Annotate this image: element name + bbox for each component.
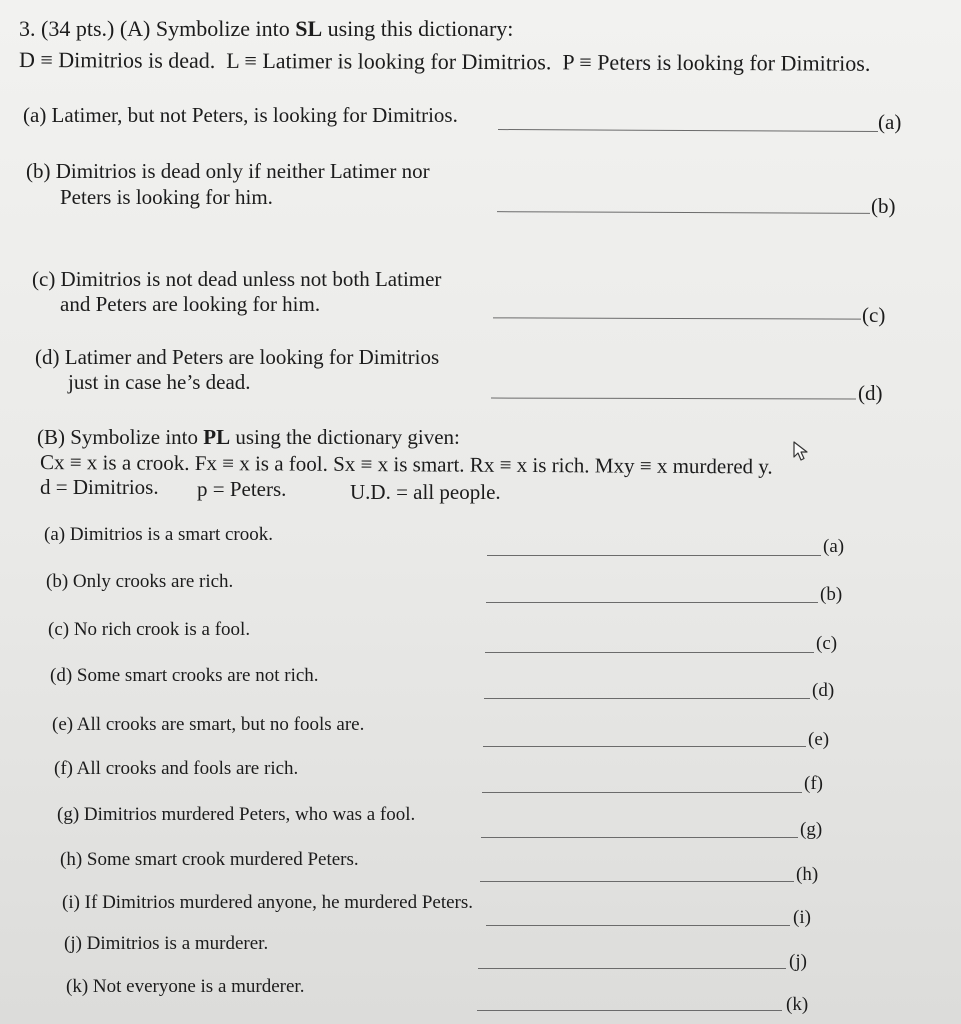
partB-f-text: (f) All crooks and fools are rich. bbox=[54, 758, 299, 779]
partA-c-text-2: and Peters are looking for him. bbox=[60, 292, 321, 316]
partB-a-label: (a) bbox=[823, 536, 845, 557]
header-text-end: using this dictionary: bbox=[322, 16, 514, 41]
partB-k-label: (k) bbox=[786, 994, 809, 1015]
partB-dictionary-d: d = Dimitrios. bbox=[40, 475, 159, 499]
dictionary-line bbox=[19, 47, 870, 77]
partA-a-answer-line[interactable] bbox=[498, 129, 878, 132]
partA-b-label: (b) bbox=[871, 194, 896, 218]
partB-e-answer-line[interactable] bbox=[483, 746, 806, 747]
partB-d-answer-line[interactable] bbox=[484, 698, 810, 699]
partB-d-text: (d) Some smart crooks are not rich. bbox=[50, 665, 319, 686]
partA-d-text-1: (d) Latimer and Peters are looking for Dimitrios bbox=[35, 345, 440, 369]
partB-h-text: (h) Some smart crook murdered Peters. bbox=[60, 849, 359, 870]
partB-g-label: (g) bbox=[800, 819, 823, 840]
partB-header bbox=[37, 425, 460, 450]
question-header bbox=[19, 16, 513, 42]
header-sl: SL bbox=[295, 16, 323, 41]
partA-c-answer-line[interactable] bbox=[493, 317, 861, 319]
partB-c-label: (c) bbox=[816, 633, 838, 654]
partB-dictionary-ud: U.D. = all people. bbox=[350, 480, 501, 504]
partB-a-answer-line[interactable] bbox=[487, 555, 821, 556]
partB-k-answer-line[interactable] bbox=[477, 1010, 782, 1011]
partB-f-answer-line[interactable] bbox=[482, 792, 802, 793]
partB-b-answer-line[interactable] bbox=[486, 602, 818, 603]
partA-b-text-1: (b) Dimitrios is dead only if neither Latimer nor bbox=[26, 159, 430, 183]
mouse-cursor-icon bbox=[792, 440, 810, 462]
partB-h-answer-line[interactable] bbox=[480, 881, 794, 882]
partB-dictionary-predicates: Cx ≡ x is a crook. Fx ≡ x is a fool. Sx ≡ x is smart. Rx ≡ x is rich. Mxy ≡ x murdered y. bbox=[39, 450, 773, 479]
partB-f-label: (f) bbox=[804, 773, 823, 794]
partB-d-label: (d) bbox=[812, 680, 835, 701]
partB-c-text: (c) No rich crook is a fool. bbox=[48, 619, 251, 640]
partB-b-label: (b) bbox=[820, 584, 843, 605]
partB-j-label: (j) bbox=[789, 951, 807, 972]
partB-dictionary-p: p = Peters. bbox=[197, 477, 287, 501]
partB-a-text: (a) Dimitrios is a smart crook. bbox=[44, 524, 274, 545]
partB-b-text: (b) Only crooks are rich. bbox=[46, 571, 234, 592]
dict-l: L ≡ Latimer is looking for Dimitrios. bbox=[226, 47, 552, 75]
partA-a-text: (a) Latimer, but not Peters, is looking for Dimitrios. bbox=[23, 103, 458, 127]
partA-a-label: (a) bbox=[878, 110, 902, 134]
partB-header-pl: PL bbox=[203, 425, 231, 449]
partB-i-answer-line[interactable] bbox=[486, 925, 790, 926]
partB-k-text: (k) Not everyone is a murderer. bbox=[66, 976, 305, 997]
partA-d-label: (d) bbox=[858, 381, 883, 405]
dict-d: D ≡ Dimitrios is dead. bbox=[18, 47, 216, 73]
partB-j-answer-line[interactable] bbox=[478, 968, 786, 969]
dict-p: P ≡ Peters is looking for Dimitrios. bbox=[562, 49, 871, 76]
partB-c-answer-line[interactable] bbox=[485, 652, 814, 653]
partA-c-label: (c) bbox=[862, 303, 886, 327]
partB-header-text-end: using the dictionary given: bbox=[230, 425, 460, 449]
partA-d-text-2: just in case he’s dead. bbox=[68, 370, 251, 394]
partB-h-label: (h) bbox=[796, 864, 819, 885]
partB-e-label: (e) bbox=[808, 729, 830, 750]
header-text: 3. (34 pts.) (A) Symbolize into bbox=[19, 16, 296, 41]
partA-b-text-2: Peters is looking for him. bbox=[60, 185, 273, 209]
partB-j-text: (j) Dimitrios is a murderer. bbox=[64, 933, 269, 954]
partA-b-answer-line[interactable] bbox=[497, 211, 870, 214]
partA-d-answer-line[interactable] bbox=[491, 398, 856, 400]
partB-header-text: (B) Symbolize into bbox=[37, 425, 204, 449]
partB-i-text: (i) If Dimitrios murdered anyone, he murdered Peters. bbox=[62, 892, 474, 913]
partB-e-text: (e) All crooks are smart, but no fools are. bbox=[52, 714, 365, 735]
partB-g-answer-line[interactable] bbox=[481, 837, 798, 838]
partB-i-label: (i) bbox=[793, 907, 811, 928]
partB-g-text: (g) Dimitrios murdered Peters, who was a fool. bbox=[57, 804, 416, 825]
partA-c-text-1: (c) Dimitrios is not dead unless not both Latimer bbox=[32, 267, 442, 291]
